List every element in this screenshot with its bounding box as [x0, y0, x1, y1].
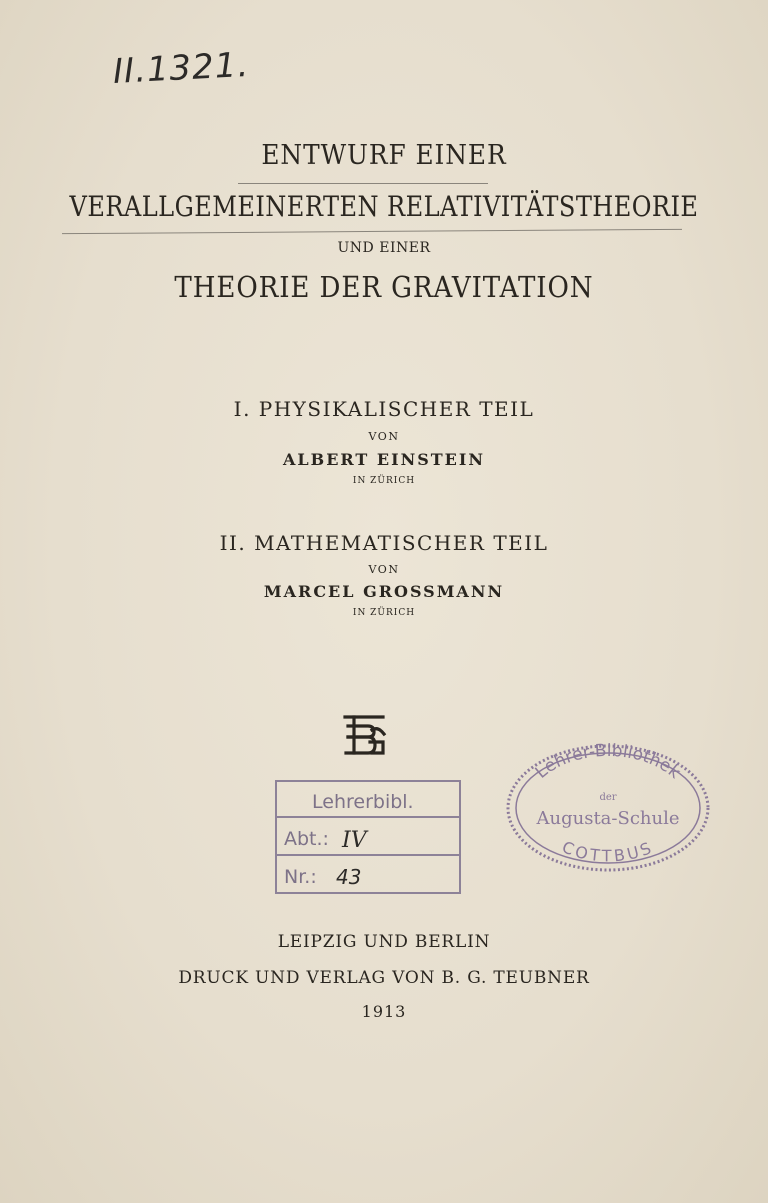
- imprint-line-1: LEIPZIG UND BERLIN: [277, 932, 491, 952]
- title-line-2: VERALLGEMEINERTEN RELATIVITÄTSTHEORIE: [69, 190, 699, 223]
- library-stamp-nr-label: Nr.:: [284, 866, 317, 888]
- part2-heading: II. MATHEMATISCHER TEIL: [219, 531, 549, 555]
- title-line-4: THEORIE DER GRAVITATION: [174, 270, 594, 304]
- publisher-logo-icon: [340, 712, 388, 758]
- library-stamp-abt-label: Abt.:: [284, 828, 329, 850]
- part1-author: ALBERT EINSTEIN: [283, 450, 485, 469]
- library-stamp-title: Lehrerbibl.: [312, 791, 414, 813]
- library-stamp-nr-value: 43: [336, 865, 362, 889]
- part2-place: IN ZÜRICH: [352, 608, 416, 618]
- stamp-der-text: der: [599, 792, 617, 803]
- imprint-line-2: DRUCK UND VERLAG VON B. G. TEUBNER: [178, 968, 590, 988]
- svg-text:Lehrer-Bibliothek: [532, 741, 685, 783]
- stamp-city-text: COTTBUS: [559, 837, 657, 866]
- pencil-underline-1: [238, 183, 488, 184]
- handwritten-shelf-mark: II.1321.: [112, 44, 251, 92]
- school-library-stamp: [498, 738, 718, 878]
- part2-author: MARCEL GROSSMANN: [263, 582, 505, 601]
- stamp-school-text: Augusta-Schule: [536, 808, 680, 829]
- library-stamp: [272, 778, 462, 896]
- library-stamp-abt-value: IV: [342, 828, 367, 853]
- title-line-3: UND EINER: [337, 240, 431, 256]
- svg-text:COTTBUS: [559, 837, 656, 865]
- publication-year: 1913: [361, 1002, 407, 1021]
- part1-heading: I. PHYSIKALISCHER TEIL: [233, 397, 535, 421]
- stamp-top-text: Lehrer-Bibliothek: [531, 740, 685, 783]
- part1-place: IN ZÜRICH: [352, 476, 416, 486]
- part1-von: VON: [368, 430, 400, 443]
- part2-von: VON: [368, 563, 400, 576]
- pencil-underline-2: [62, 229, 682, 234]
- title-line-1: ENTWURF EINER: [261, 140, 507, 171]
